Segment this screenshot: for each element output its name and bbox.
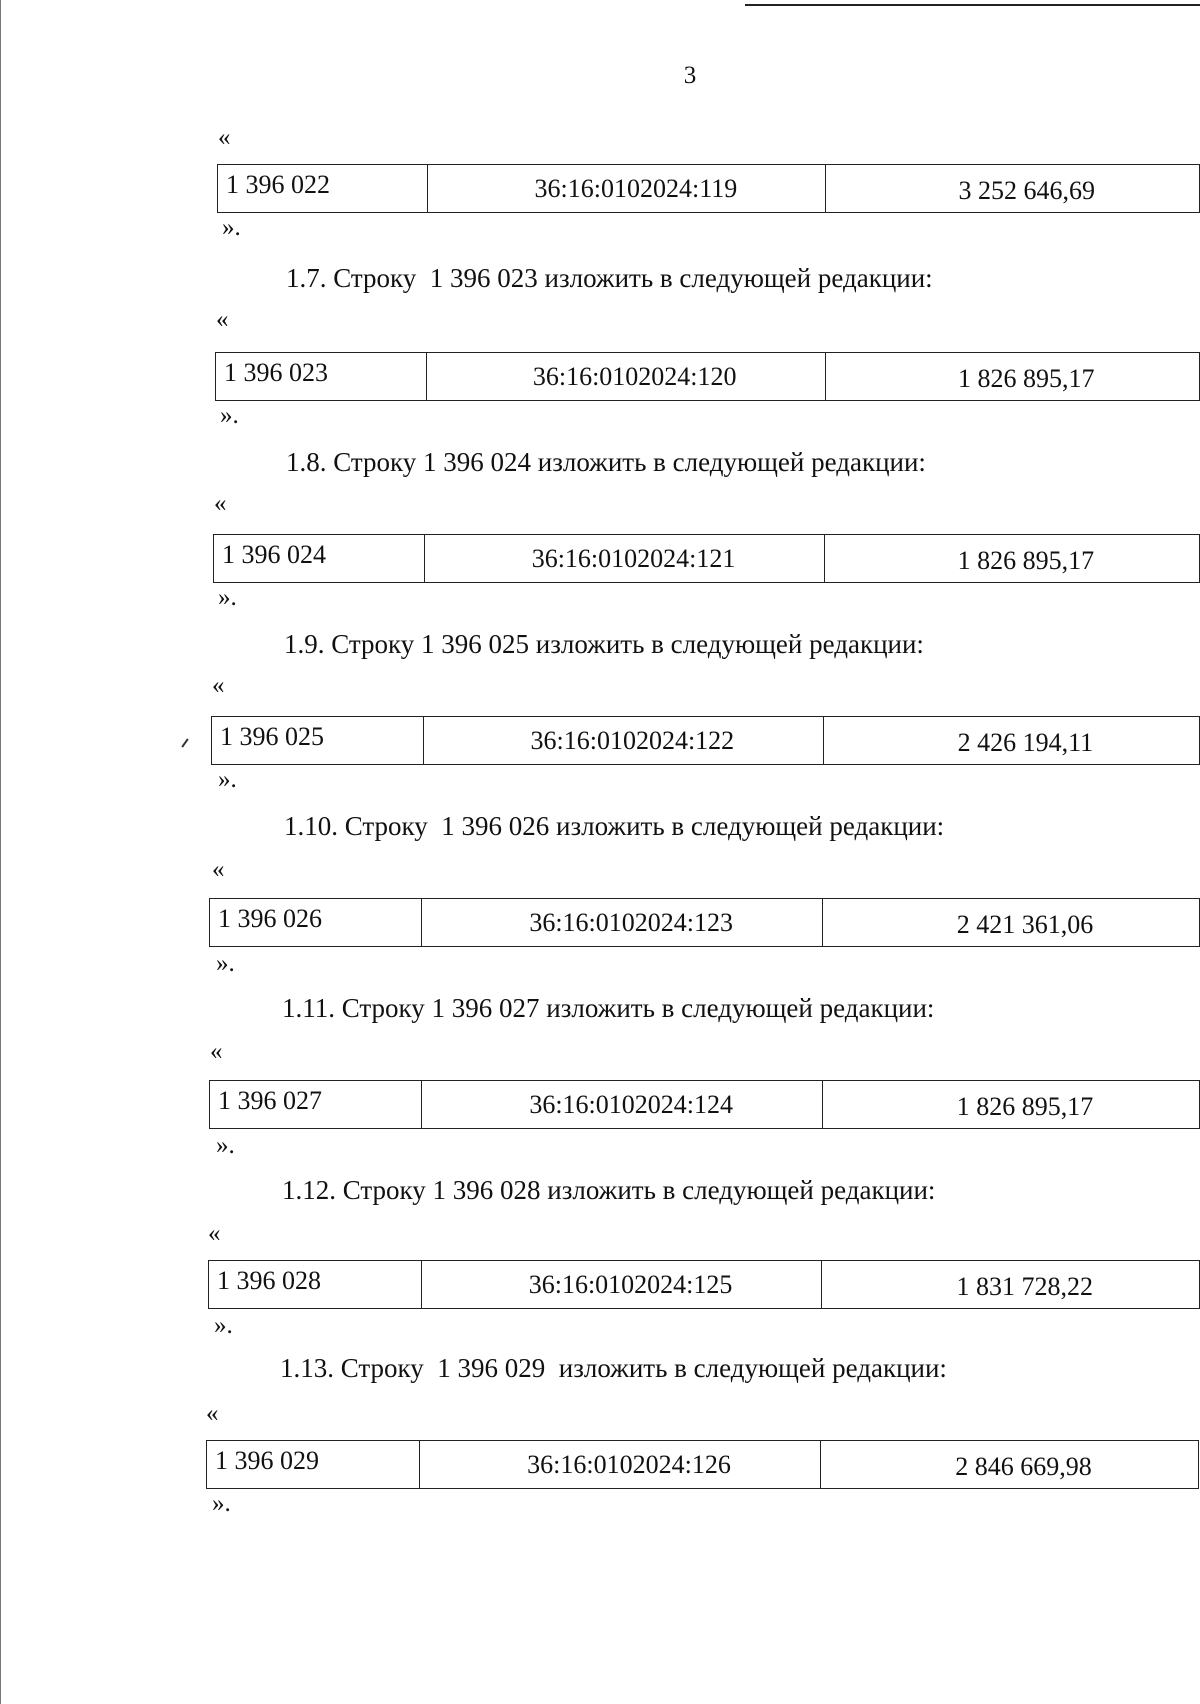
left-border-line xyxy=(0,0,1,1704)
instruction-1-7: 1.7. Строку 1 396 023 изложить в следующей редакции: xyxy=(286,263,933,293)
close-quote: ». xyxy=(218,766,237,793)
close-quote: ». xyxy=(214,1312,233,1339)
value-table-1396022 xyxy=(217,164,1200,213)
cadastral-number-cell: 36:16:0102024:120 xyxy=(426,353,825,401)
instruction-1-10: 1.10. Строку 1 396 026 изложить в следующей редакции: xyxy=(284,811,945,841)
cadastral-number-cell: 36:16:0102024:126 xyxy=(420,1441,821,1489)
cadastral-value-cell: 1 826 895,17 xyxy=(824,535,1199,583)
open-quote: « xyxy=(206,1400,219,1427)
cadastral-value-cell: 1 831 728,22 xyxy=(822,1261,1200,1309)
value-table-1396023 xyxy=(215,352,1200,401)
cadastral-number-cell: 36:16:0102024:121 xyxy=(425,535,824,583)
table-row xyxy=(210,1081,1200,1129)
cadastral-value-cell: 1 826 895,17 xyxy=(825,353,1199,401)
instruction-1-12: 1.12. Строку 1 396 028 изложить в следующей редакции: xyxy=(282,1175,936,1205)
cadastral-value-cell: 2 846 669,98 xyxy=(821,1441,1199,1489)
row-number-cell: 1 396 027 xyxy=(210,1081,422,1129)
open-quote: « xyxy=(212,856,225,883)
instruction-1-13: 1.13. Строку 1 396 029 изложить в следующей редакции: xyxy=(280,1353,947,1383)
instruction-1-11: 1.11. Строку 1 396 027 изложить в следующей редакции: xyxy=(282,993,935,1023)
open-quote: « xyxy=(212,672,225,699)
row-number-cell: 1 396 025 xyxy=(212,717,424,765)
value-table-1396024 xyxy=(213,534,1200,583)
close-quote: ». xyxy=(222,214,241,241)
value-table-1396027 xyxy=(209,1080,1200,1129)
instruction-1-8: 1.8. Строку 1 396 024 изложить в следующей редакции: xyxy=(286,447,926,477)
cadastral-number-cell: 36:16:0102024:125 xyxy=(421,1261,822,1309)
open-quote: « xyxy=(208,1220,221,1247)
pen-mark xyxy=(181,738,188,747)
value-table-1396029 xyxy=(206,1440,1199,1489)
table-row xyxy=(212,717,1200,765)
value-table-1396028 xyxy=(208,1260,1200,1309)
table-row xyxy=(216,353,1200,401)
table-row xyxy=(210,899,1200,947)
row-number-cell: 1 396 023 xyxy=(216,353,427,401)
open-quote: « xyxy=(210,1038,223,1065)
close-quote: ». xyxy=(216,1132,235,1159)
row-number-cell: 1 396 029 xyxy=(207,1441,420,1489)
open-quote: « xyxy=(218,124,231,151)
row-number-cell: 1 396 026 xyxy=(210,899,422,947)
cadastral-number-cell: 36:16:0102024:122 xyxy=(423,717,823,765)
row-number-cell: 1 396 024 xyxy=(214,535,425,583)
page-number: 3 xyxy=(683,62,697,89)
row-number-cell: 1 396 022 xyxy=(218,165,428,213)
cadastral-number-cell: 36:16:0102024:119 xyxy=(428,165,826,213)
close-quote: ». xyxy=(218,584,237,611)
cadastral-value-cell: 2 426 194,11 xyxy=(823,717,1199,765)
row-number-cell: 1 396 028 xyxy=(209,1261,422,1309)
cadastral-number-cell: 36:16:0102024:124 xyxy=(422,1081,822,1129)
value-table-1396025 xyxy=(211,716,1200,765)
top-border-line xyxy=(745,4,1200,6)
table-row xyxy=(214,535,1200,583)
cadastral-number-cell: 36:16:0102024:123 xyxy=(422,899,822,947)
table-row xyxy=(207,1441,1199,1489)
cadastral-value-cell: 3 252 646,69 xyxy=(826,165,1200,213)
instruction-1-9: 1.9. Строку 1 396 025 изложить в следующей редакции: xyxy=(284,629,924,659)
value-table-1396026 xyxy=(209,898,1200,947)
table-row xyxy=(209,1261,1200,1309)
close-quote: ». xyxy=(216,950,235,977)
open-quote: « xyxy=(214,490,227,517)
cadastral-value-cell: 2 421 361,06 xyxy=(822,899,1199,947)
open-quote: « xyxy=(216,306,229,333)
cadastral-value-cell: 1 826 895,17 xyxy=(822,1081,1199,1129)
close-quote: ». xyxy=(212,1490,231,1517)
close-quote: ». xyxy=(220,402,239,429)
table-row xyxy=(218,165,1200,213)
